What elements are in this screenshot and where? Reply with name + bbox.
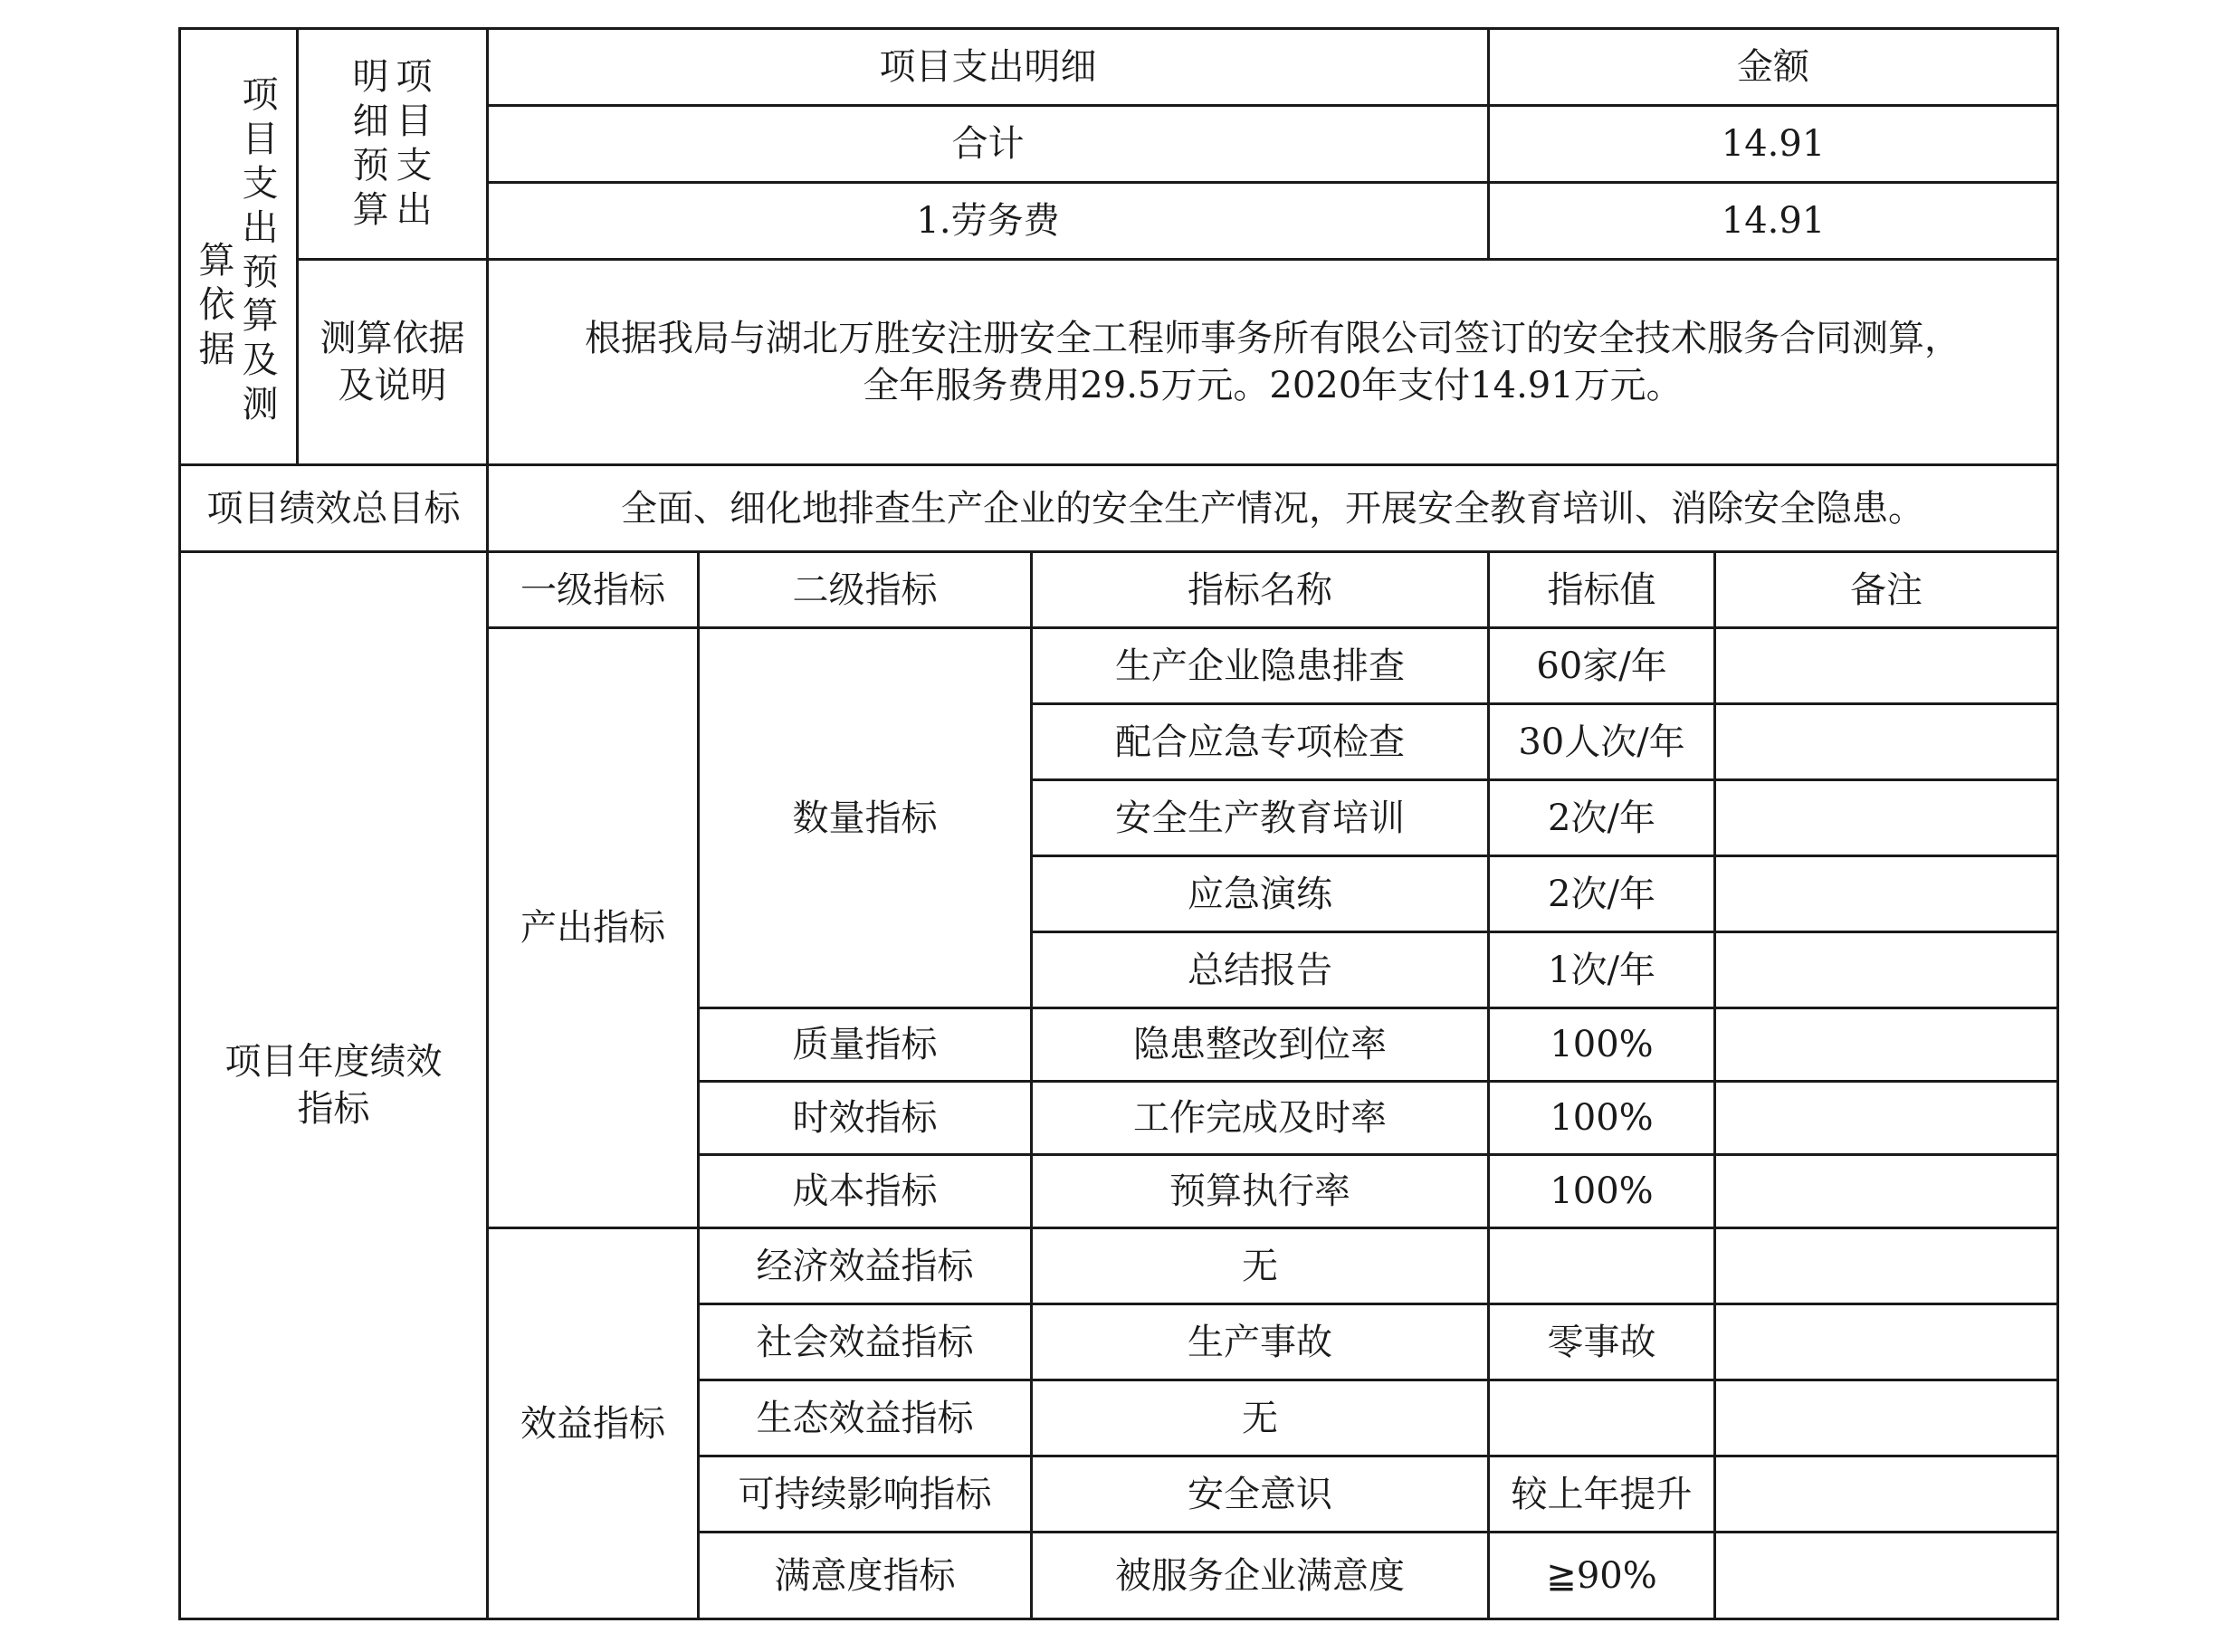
indicator-value: 60家/年 (1489, 628, 1715, 704)
goal-label: 项目绩效总目标 (180, 465, 488, 552)
goal-row (180, 465, 2058, 552)
item-label: 1.劳务费 (488, 183, 1489, 260)
indicator-name: 应急演练 (1032, 856, 1489, 932)
indicator-value (1489, 1228, 1715, 1304)
indicator-value: 2次/年 (1489, 780, 1715, 856)
indicator-value: 1次/年 (1489, 932, 1715, 1008)
indicator-value: 零事故 (1489, 1304, 1715, 1380)
indicator-name: 工作完成及时率 (1032, 1082, 1489, 1155)
indicator-level2: 可持续影响指标 (699, 1456, 1032, 1533)
indicator-note (1715, 856, 2058, 932)
indicator-note (1715, 1304, 2058, 1380)
basis-label: 测算依据 及说明 (298, 260, 488, 465)
outer-label-cell (180, 29, 298, 465)
header-value: 指标值 (1489, 552, 1715, 628)
amount-header: 金额 (1489, 29, 2058, 106)
total-amount: 14.91 (1489, 106, 2058, 183)
indicator-note (1715, 1155, 2058, 1228)
detail-header: 项目支出明细 (488, 29, 1489, 106)
indicator-value (1489, 1380, 1715, 1456)
indicator-name: 无 (1032, 1228, 1489, 1304)
indicator-note (1715, 1228, 2058, 1304)
outer-label (188, 66, 289, 426)
indicator-level2: 满意度指标 (699, 1533, 1032, 1619)
indicator-value: ≧90% (1489, 1533, 1715, 1619)
benefit-level1: 效益指标 (488, 1228, 699, 1619)
indicator-name: 预算执行率 (1032, 1155, 1489, 1228)
item-amount: 14.91 (1489, 183, 2058, 260)
indicator-level2: 社会效益指标 (699, 1304, 1032, 1380)
indicators-section-label: 项目年度绩效 指标 (180, 552, 488, 1619)
indicator-level2: 质量指标 (699, 1008, 1032, 1082)
detail-budget-label (306, 55, 479, 232)
indicator-value: 2次/年 (1489, 856, 1715, 932)
indicator-note (1715, 1380, 2058, 1456)
indicator-note (1715, 1082, 2058, 1155)
detail-budget-label-col-1: 明 细 预 算 (352, 56, 389, 231)
indicator-name: 隐患整改到位率 (1032, 1008, 1489, 1082)
indicator-note (1715, 1533, 2058, 1619)
indicator-name: 安全生产教育培训 (1032, 780, 1489, 856)
indicator-note (1715, 932, 2058, 1008)
indicator-note (1715, 704, 2058, 780)
indicator-name: 配合应急专项检查 (1032, 704, 1489, 780)
indicator-name: 生产事故 (1032, 1304, 1489, 1380)
basis-text: 根据我局与湖北万胜安注册安全工程师事务所有限公司签订的安全技术服务合同测算， 全年服务费用29.5万元。2020年支付14.91万元。 (488, 260, 2058, 465)
detail-header-row (180, 29, 2058, 106)
indicator-name: 总结报告 (1032, 932, 1489, 1008)
indicator-level2: 经济效益指标 (699, 1228, 1032, 1304)
indicator-note (1715, 1008, 2058, 1082)
indicator-level2: 成本指标 (699, 1155, 1032, 1228)
indicator-note (1715, 780, 2058, 856)
goal-text: 全面、细化地排查生产企业的安全生产情况，开展安全教育培训、消除安全隐患。 (488, 465, 2058, 552)
indicator-value: 较上年提升 (1489, 1456, 1715, 1533)
outer-label-col-1: 算 依 据 (198, 240, 235, 370)
indicator-note (1715, 628, 2058, 704)
outer-label-col-2: 项 目 支 出 预 算 及 测 (242, 74, 279, 425)
output-level1: 产出指标 (488, 628, 699, 1228)
quantity-level2: 数量指标 (699, 628, 1032, 1008)
indicator-header-row (180, 552, 2058, 628)
indicator-value: 100% (1489, 1008, 1715, 1082)
indicator-name: 生产企业隐患排查 (1032, 628, 1489, 704)
indicator-level2: 生态效益指标 (699, 1380, 1032, 1456)
header-name: 指标名称 (1032, 552, 1489, 628)
indicator-name: 被服务企业满意度 (1032, 1533, 1489, 1619)
header-note: 备注 (1715, 552, 2058, 628)
detail-budget-label-cell (298, 29, 488, 260)
indicator-value: 30人次/年 (1489, 704, 1715, 780)
detail-budget-label-col-2: 项 目 支 出 (396, 56, 433, 231)
indicator-level2: 时效指标 (699, 1082, 1032, 1155)
header-level1: 一级指标 (488, 552, 699, 628)
budget-table (178, 27, 2059, 1620)
header-level2: 二级指标 (699, 552, 1032, 628)
indicator-note (1715, 1456, 2058, 1533)
indicator-name: 无 (1032, 1380, 1489, 1456)
indicator-value: 100% (1489, 1082, 1715, 1155)
basis-row (180, 260, 2058, 465)
indicator-value: 100% (1489, 1155, 1715, 1228)
indicator-name: 安全意识 (1032, 1456, 1489, 1533)
total-label: 合计 (488, 106, 1489, 183)
